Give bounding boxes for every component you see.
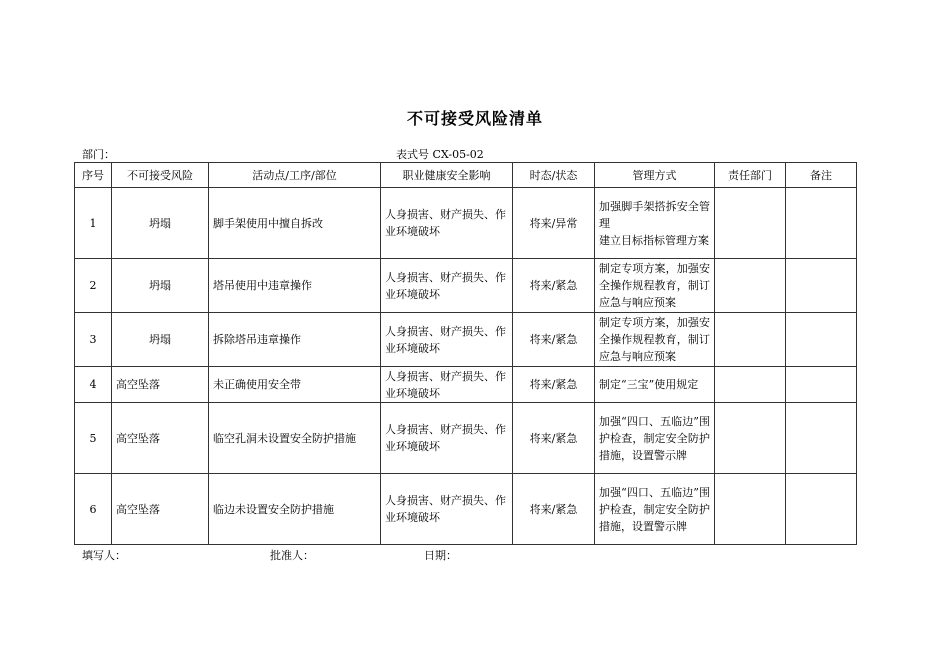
cell-dept xyxy=(715,367,786,403)
cell-state: 将来/紧急 xyxy=(513,313,595,367)
table-row xyxy=(75,367,857,403)
cell-state: 将来/紧急 xyxy=(513,367,595,403)
header-dept: 责任部门 xyxy=(715,163,786,188)
cell-activity: 塔吊使用中违章操作 xyxy=(209,259,381,313)
table-row xyxy=(75,188,857,259)
cell-dept xyxy=(715,313,786,367)
cell-risk: 坍塌 xyxy=(112,313,209,367)
cell-risk: 高空坠落 xyxy=(112,474,209,545)
cell-activity: 临边未设置安全防护措施 xyxy=(209,474,381,545)
cell-activity: 脚手架使用中擅自拆改 xyxy=(209,188,381,259)
cell-management: 制定专项方案，加强安全操作规程教育，制订应急与响应预案 xyxy=(595,259,715,313)
cell-state: 将来/紧急 xyxy=(513,259,595,313)
table-row xyxy=(75,259,857,313)
cell-no: 1 xyxy=(75,188,112,259)
header-management: 管理方式 xyxy=(595,163,715,188)
cell-management: 加强“四口、五临边”围护检查，制定安全防护措施，设置警示牌 xyxy=(595,403,715,474)
cell-dept xyxy=(715,474,786,545)
risk-table xyxy=(74,162,857,545)
cell-no: 3 xyxy=(75,313,112,367)
cell-remark xyxy=(786,188,857,259)
cell-no: 6 xyxy=(75,474,112,545)
header-activity: 活动点/工序/部位 xyxy=(209,163,381,188)
cell-activity: 拆除塔吊违章操作 xyxy=(209,313,381,367)
table-row xyxy=(75,313,857,367)
cell-state: 将来/紧急 xyxy=(513,474,595,545)
cell-risk: 坍塌 xyxy=(112,188,209,259)
cell-risk: 高空坠落 xyxy=(112,367,209,403)
cell-remark xyxy=(786,367,857,403)
cell-management: 加强“四口、五临边”围护检查，制定安全防护措施，设置警示牌 xyxy=(595,474,715,545)
cell-management: 加强脚手架搭拆安全管理 建立目标指标管理方案 xyxy=(595,188,715,259)
cell-impact: 人身损害、财产损失、作业环境破坏 xyxy=(381,259,513,313)
cell-impact: 人身损害、财产损失、作业环境破坏 xyxy=(381,313,513,367)
meta-row xyxy=(82,146,856,162)
cell-remark xyxy=(786,474,857,545)
cell-state: 将来/异常 xyxy=(513,188,595,259)
cell-no: 5 xyxy=(75,403,112,474)
cell-risk: 坍塌 xyxy=(112,259,209,313)
cell-remark xyxy=(786,403,857,474)
table-header-row xyxy=(75,163,857,188)
cell-impact: 人身损害、财产损失、作业环境破坏 xyxy=(381,367,513,403)
cell-activity: 临空孔洞未设置安全防护措施 xyxy=(209,403,381,474)
cell-impact: 人身损害、财产损失、作业环境破坏 xyxy=(381,474,513,545)
cell-dept xyxy=(715,259,786,313)
header-impact: 职业健康安全影响 xyxy=(381,163,513,188)
table-row xyxy=(75,474,857,545)
cell-management: 制定专项方案，加强安全操作规程教育，制订应急与响应预案 xyxy=(595,313,715,367)
cell-dept xyxy=(715,403,786,474)
cell-impact: 人身损害、财产损失、作业环境破坏 xyxy=(381,403,513,474)
approver-label: 批准人： xyxy=(270,549,314,562)
cell-management: 制定“三宝”使用规定 xyxy=(595,367,715,403)
document-title: 不可接受风险清单 xyxy=(406,109,543,128)
filler-label: 填写人： xyxy=(82,549,126,562)
cell-no: 2 xyxy=(75,259,112,313)
cell-state: 将来/紧急 xyxy=(513,403,595,474)
cell-remark xyxy=(786,259,857,313)
cell-risk: 高空坠落 xyxy=(112,403,209,474)
cell-dept xyxy=(715,188,786,259)
cell-activity: 未正确使用安全带 xyxy=(209,367,381,403)
cell-impact: 人身损害、财产损失、作业环境破坏 xyxy=(381,188,513,259)
signature-row xyxy=(82,547,856,563)
department-label: 部门： xyxy=(82,148,115,161)
header-remark: 备注 xyxy=(786,163,857,188)
cell-no: 4 xyxy=(75,367,112,403)
form-number: 表式号 CX-05-02 xyxy=(396,148,484,161)
header-state: 时态/状态 xyxy=(513,163,595,188)
header-no: 序号 xyxy=(75,163,112,188)
table-row xyxy=(75,403,857,474)
date-label: 日期： xyxy=(424,549,457,562)
header-risk: 不可接受风险 xyxy=(112,163,209,188)
cell-remark xyxy=(786,313,857,367)
